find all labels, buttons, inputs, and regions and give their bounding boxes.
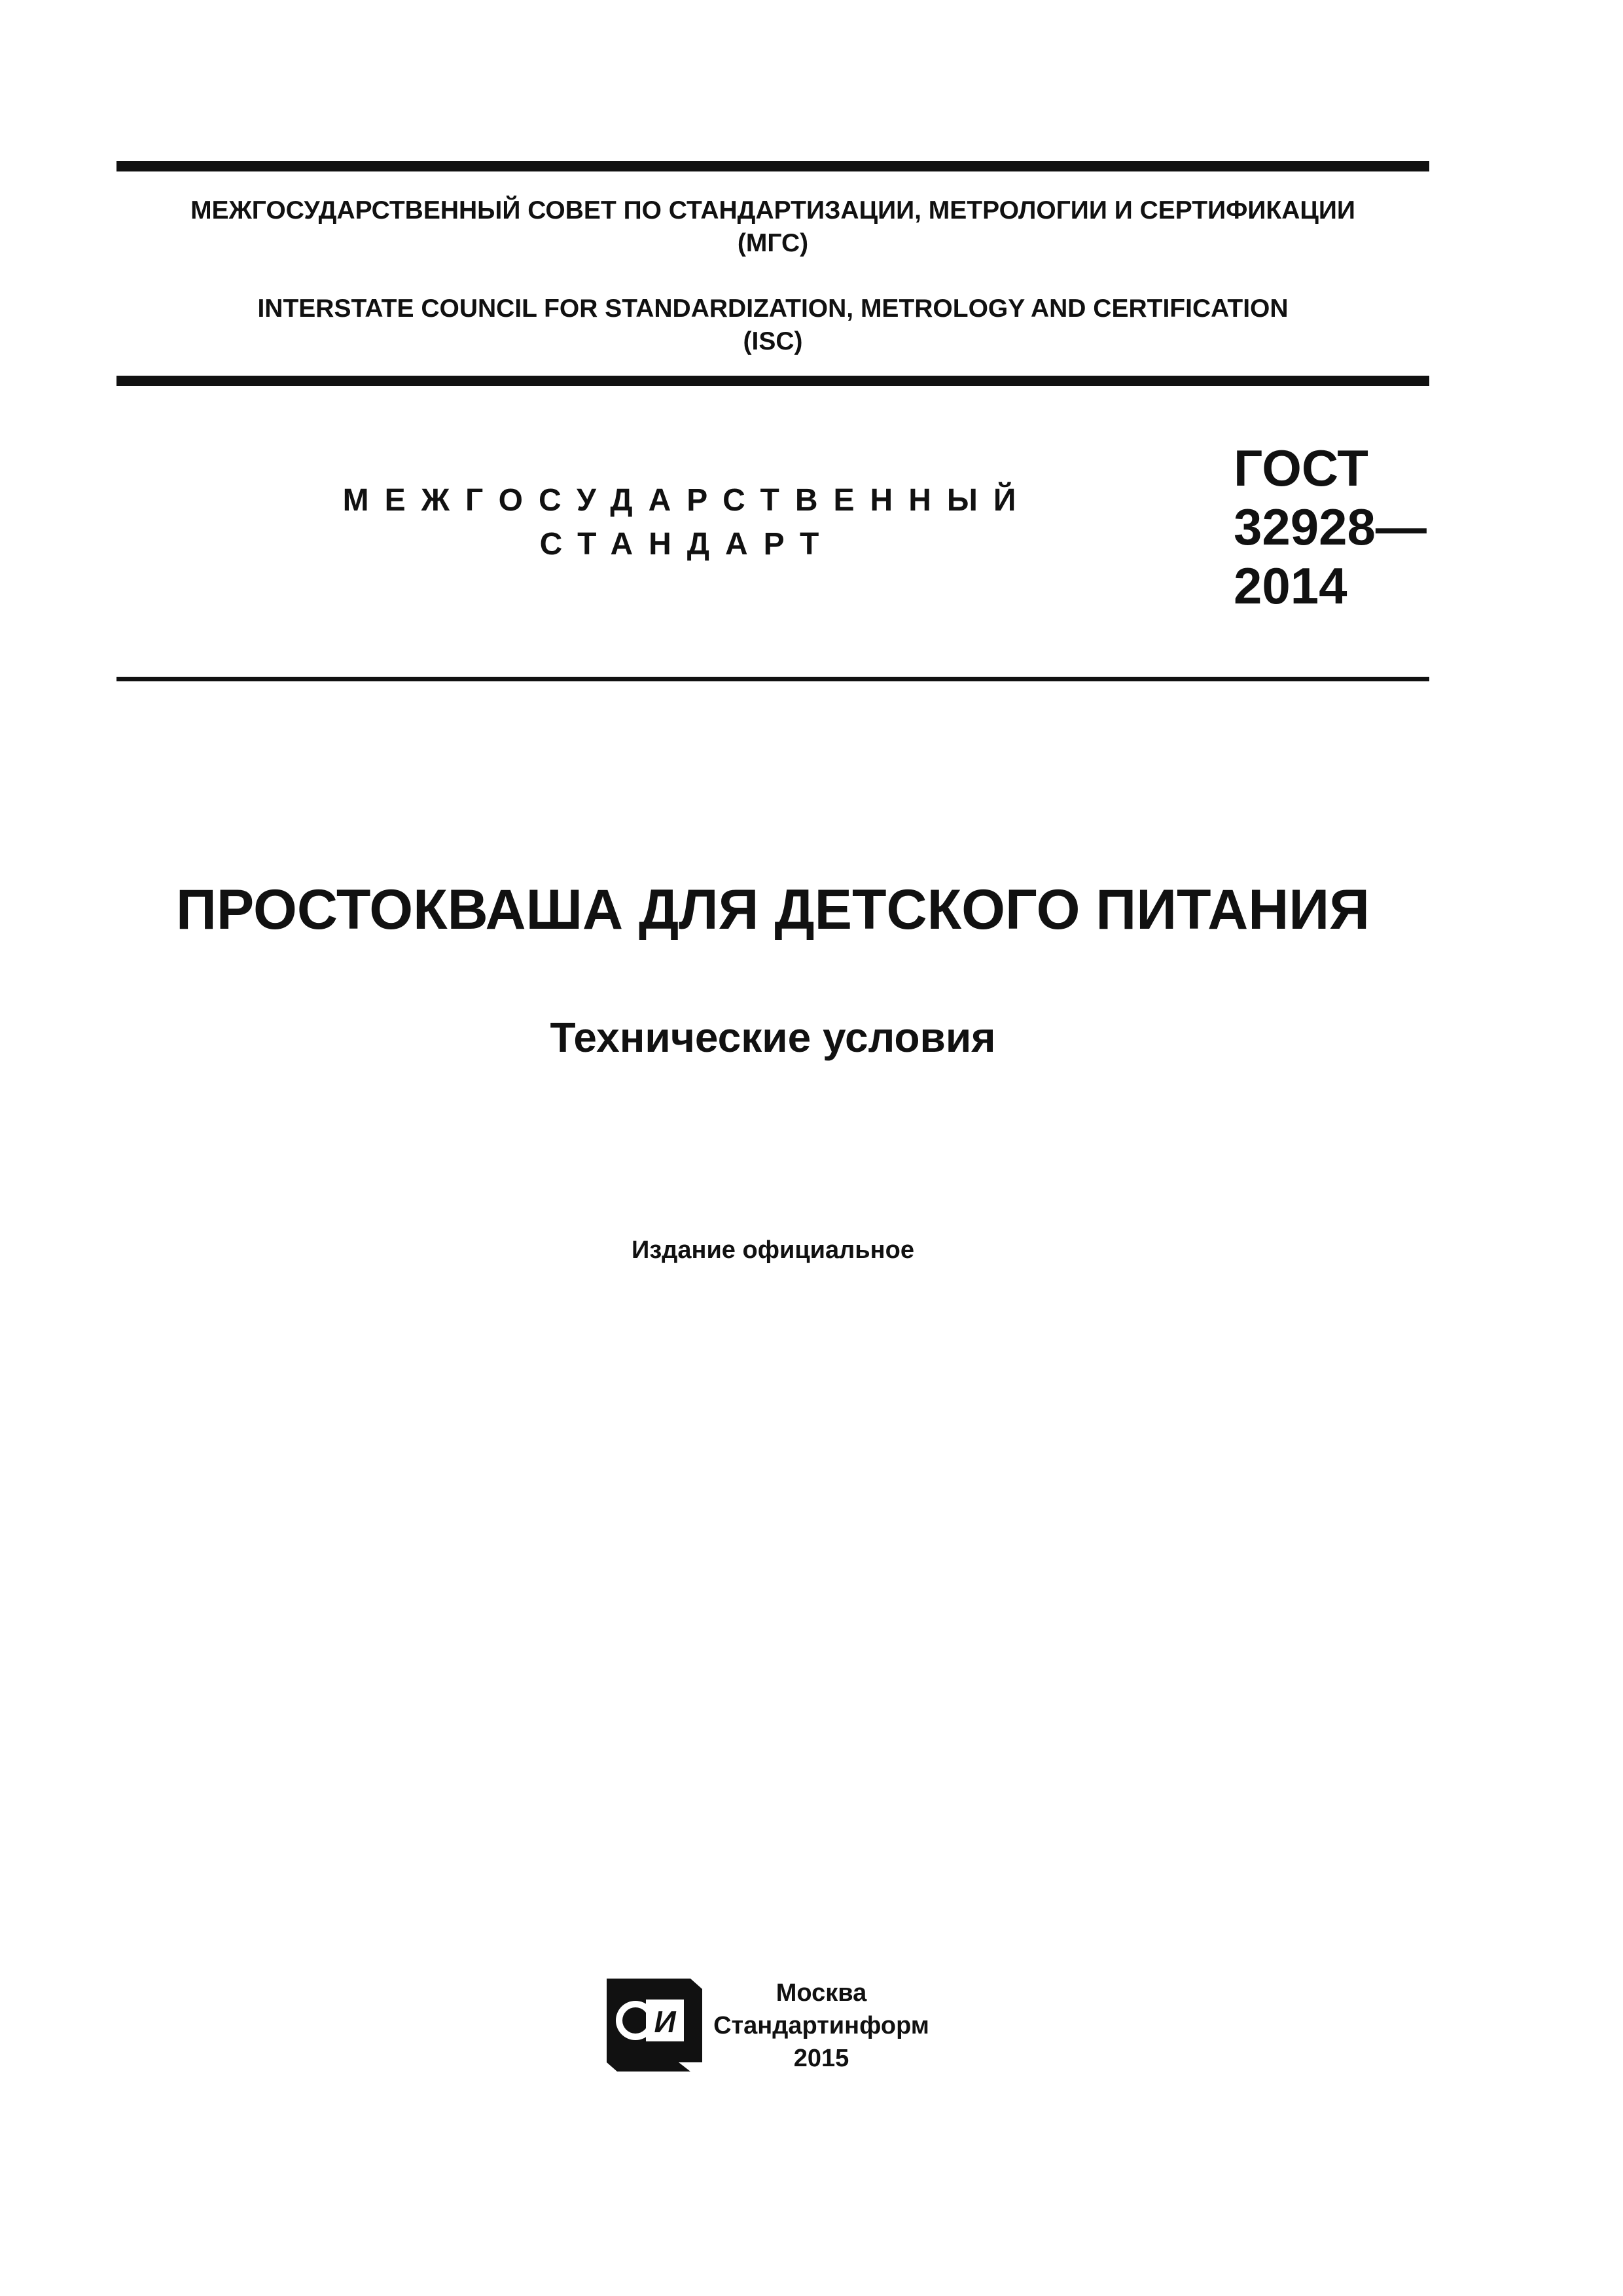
standard-type-line2: СТАНДАРТ [539,527,835,562]
top-rule [116,161,1429,171]
publisher-block [713,1977,929,2075]
standard-type-line1: МЕЖГОСУДАРСТВЕННЫЙ [342,483,1032,518]
designation-line3: 2014 [1234,557,1347,615]
council-name-en [116,293,1429,358]
publication-year: 2015 [793,2045,849,2072]
publisher-logo-icon [605,1973,704,2072]
council-name-en-line1: INTERSTATE COUNCIL FOR STANDARDIZATION, METROLOGY AND CERTIFICATION [257,295,1289,323]
council-name-ru [116,194,1429,260]
council-abbr-en: (ISC) [743,327,803,355]
document-subtitle: Технические условия [550,1014,996,1061]
council-abbr-ru: (МГС) [737,229,809,257]
council-name-ru-line1: МЕЖГОСУДАРСТВЕННЫЙ СОВЕТ ПО СТАНДАРТИЗАЦИИ, МЕТРОЛОГИИ И СЕРТИФИКАЦИИ [190,196,1355,224]
publisher-name: Стандартинформ [713,2012,929,2039]
lower-rule [116,677,1429,681]
publisher-city: Москва [776,1979,867,2007]
designation-line1: ГОСТ [1234,439,1368,497]
document-title: ПРОСТОКВАША ДЛЯ ДЕТСКОГО ПИТАНИЯ [176,878,1370,941]
edition-label: Издание официальное [632,1236,914,1264]
svg-text:И: И [654,2005,676,2039]
standard-designation [1234,439,1427,615]
designation-line2: 32928— [1234,498,1427,556]
middle-rule [116,376,1429,386]
